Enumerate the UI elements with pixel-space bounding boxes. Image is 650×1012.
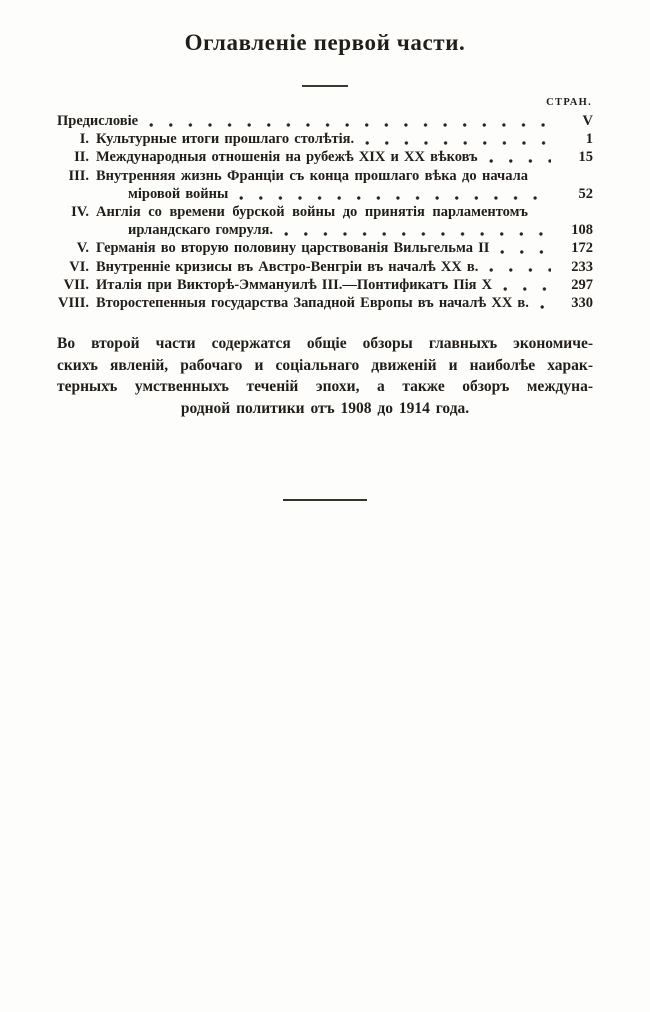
page-column-header: СТРАН. xyxy=(546,97,592,108)
toc-entry-1 xyxy=(57,130,593,148)
toc-entry-4-line-2 xyxy=(57,221,593,239)
entry-page-number: 108 xyxy=(571,222,593,239)
entry-title: Англія со времени бурской войны до принятія парламентомъ xyxy=(96,204,528,221)
entry-title-continuation: міровой войны xyxy=(128,185,229,202)
entry-page-number: 297 xyxy=(571,276,593,293)
toc-entry-2 xyxy=(57,148,593,166)
dot-leader xyxy=(540,305,551,309)
toc-entry-6 xyxy=(57,258,593,276)
entry-numeral: V. xyxy=(76,240,89,257)
section-divider xyxy=(283,499,367,501)
entry-title: Внутренняя жизнь Франціи съ конца прошлаго вѣка до начала xyxy=(96,167,528,184)
page-title: Оглавленіе первой части. xyxy=(184,30,466,55)
dot-leader xyxy=(500,250,551,254)
entry-page-number: 15 xyxy=(578,149,593,166)
entry-page-number: 52 xyxy=(578,185,593,202)
entry-numeral: I. xyxy=(79,131,89,148)
note-line: родной политики отъ 1908 до 1914 года. xyxy=(180,400,470,418)
toc-entry-7 xyxy=(57,276,593,294)
entry-numeral: IV. xyxy=(71,204,89,221)
second-part-note xyxy=(57,333,593,419)
entry-page-number: 1 xyxy=(585,131,593,148)
dot-leader xyxy=(489,159,551,163)
entry-title: Германія во вторую половину царствованія Вильгельма II xyxy=(96,240,490,257)
dot-leader xyxy=(149,123,551,127)
note-line: терныхъ умственныхъ теченій эпохи, а также обзоръ междуна- xyxy=(57,378,593,396)
entry-numeral: II. xyxy=(74,149,89,166)
toc-entry-4-line-1 xyxy=(57,203,593,221)
dot-leader xyxy=(365,141,551,145)
entry-page-number: 233 xyxy=(571,258,593,275)
toc-entry-5 xyxy=(57,239,593,257)
entry-page-number: 330 xyxy=(571,295,593,312)
note-line: Во второй части содержатся общіе обзоры главныхъ экономиче- xyxy=(57,335,593,353)
entry-title: Международныя отношенія на рубежѣ XIX и XX вѣковъ xyxy=(96,149,478,166)
title-divider xyxy=(302,85,348,87)
note-line: скихъ явленій, рабочаго и соціальнаго движеній и наиболѣе харак- xyxy=(57,356,593,374)
dot-leader xyxy=(239,196,551,200)
toc-entry-8 xyxy=(57,294,593,312)
entry-title: Культурные итоги прошлаго столѣтія. xyxy=(96,131,355,148)
entry-numeral: VII. xyxy=(63,276,89,293)
entry-numeral: III. xyxy=(68,167,89,184)
entry-title: Италія при Викторѣ-Эммануилѣ III.—Понтификатъ Пія X xyxy=(96,276,493,293)
table-of-contents xyxy=(57,96,593,312)
entry-page-number: V xyxy=(582,113,593,129)
entry-numeral: VI. xyxy=(69,258,89,275)
toc-entry-3-line-1 xyxy=(57,167,593,185)
toc-entry-3-line-2 xyxy=(57,185,593,203)
entry-title: Второстепенныя государства Западной Европы въ началѣ XX в. xyxy=(96,295,529,312)
toc-entry-preface xyxy=(57,112,593,130)
entry-title: Внутренніе кризисы въ Австро-Венгріи въ началѣ XX в. xyxy=(96,258,479,275)
dot-leader xyxy=(503,287,551,291)
dot-leader xyxy=(489,268,551,272)
entry-title: Предисловіе xyxy=(57,113,139,129)
toc-rows xyxy=(57,112,593,312)
entry-title-continuation: ирландскаго гомруля. xyxy=(128,222,273,239)
entry-numeral: VIII. xyxy=(57,295,89,312)
dot-leader xyxy=(284,232,551,236)
entry-page-number: 172 xyxy=(571,240,593,257)
